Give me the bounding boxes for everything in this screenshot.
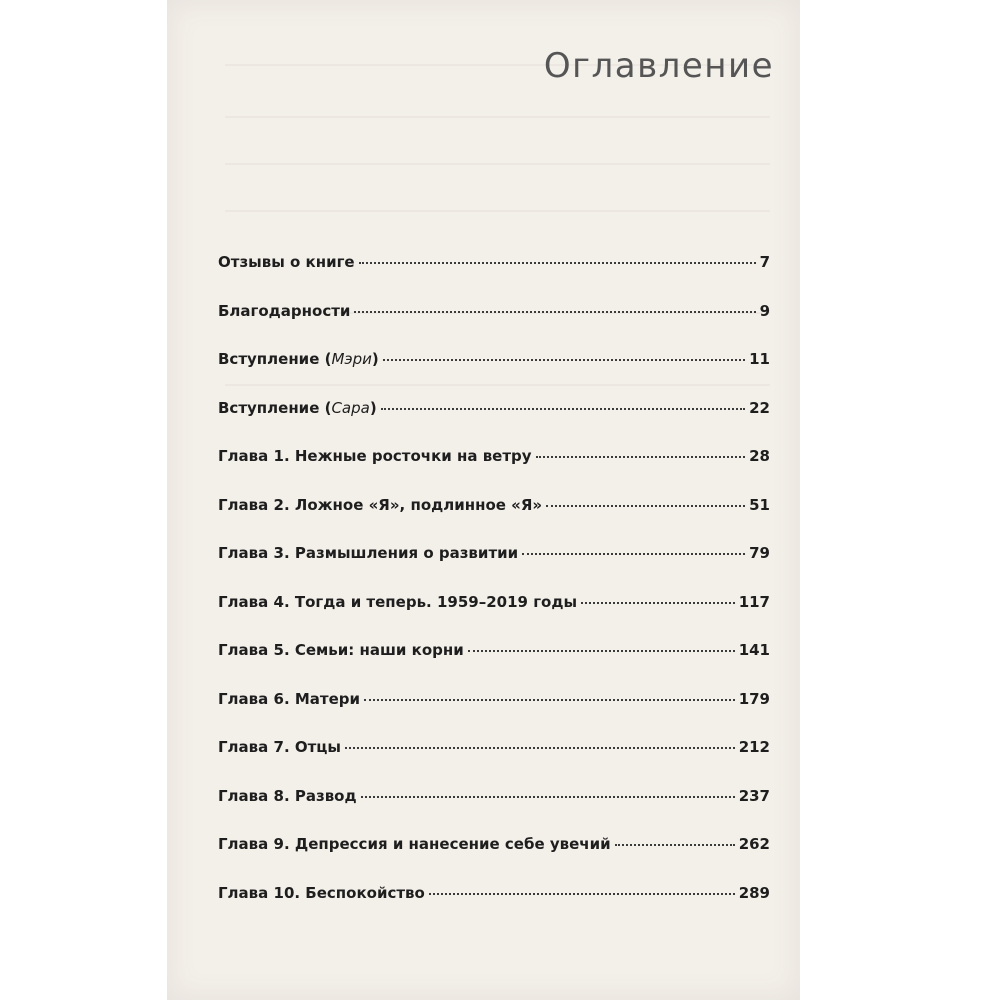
toc-entry[interactable] bbox=[218, 496, 770, 545]
toc-entry[interactable] bbox=[218, 399, 770, 448]
toc-entry[interactable] bbox=[218, 835, 770, 884]
dot-leader bbox=[381, 408, 745, 410]
toc-entry-page: 28 bbox=[749, 447, 770, 465]
dot-leader bbox=[581, 602, 735, 604]
toc-entry-title-prefix: Вступление ( bbox=[218, 398, 332, 417]
dot-leader bbox=[546, 505, 745, 507]
toc-entry[interactable] bbox=[218, 302, 770, 351]
toc-entry-page: 117 bbox=[738, 592, 770, 611]
toc-entry-title-italic: Сара bbox=[331, 398, 370, 417]
dot-leader bbox=[429, 893, 735, 895]
toc-entry-title: Глава 4. Тогда и теперь. 1959–2019 годы bbox=[218, 592, 578, 611]
dot-leader bbox=[359, 262, 756, 264]
toc-entry-page: 262 bbox=[738, 835, 770, 853]
toc-entry-page: 79 bbox=[749, 544, 770, 562]
toc-entry-title: Глава 7. Отцы bbox=[218, 738, 341, 756]
toc-entry-title: Глава 8. Развод bbox=[218, 786, 357, 805]
toc-entry-title: Глава 1. Нежные росточки на ветру bbox=[218, 447, 532, 465]
toc-entry-page: 7 bbox=[759, 253, 770, 271]
dot-leader bbox=[468, 650, 735, 652]
toc-entry-title-italic: Мэри bbox=[331, 350, 372, 368]
toc-entry-title-prefix: Вступление ( bbox=[218, 350, 332, 368]
dot-leader bbox=[361, 796, 735, 798]
dot-leader bbox=[522, 553, 745, 555]
book-page bbox=[167, 0, 800, 1000]
show-through bbox=[225, 116, 770, 118]
toc-entry[interactable] bbox=[218, 350, 770, 399]
toc-entry[interactable] bbox=[218, 690, 770, 739]
toc-entry[interactable] bbox=[218, 593, 770, 642]
toc-entry-title: Глава 5. Семьи: наши корни bbox=[218, 641, 464, 659]
toc-entry-page: 289 bbox=[738, 883, 770, 902]
toc-entry-title: Отзывы о книге bbox=[218, 253, 355, 271]
toc-entry-title: Глава 6. Матери bbox=[218, 689, 361, 708]
toc-entry[interactable] bbox=[218, 641, 770, 690]
toc-entry-page: 11 bbox=[749, 350, 770, 368]
toc-entry-title-suffix: ) bbox=[369, 398, 377, 417]
toc-list bbox=[218, 253, 770, 932]
dot-leader bbox=[364, 699, 735, 701]
toc-entry[interactable] bbox=[218, 738, 770, 787]
toc-entry[interactable] bbox=[218, 544, 770, 593]
toc-entry-title bbox=[218, 350, 379, 368]
toc-entry[interactable] bbox=[218, 884, 770, 933]
toc-entry-title: Глава 9. Депрессия и нанесение себе увечий bbox=[218, 835, 611, 853]
toc-entry[interactable] bbox=[218, 787, 770, 836]
toc-entry-page: 51 bbox=[749, 495, 770, 514]
toc-entry-title-suffix: ) bbox=[371, 350, 379, 368]
show-through bbox=[225, 163, 770, 165]
toc-entry-title bbox=[218, 399, 377, 417]
toc-entry-page: 237 bbox=[738, 786, 770, 805]
toc-entry-title: Глава 3. Размышления о развитии bbox=[218, 544, 519, 562]
dot-leader bbox=[354, 311, 755, 313]
toc-entry[interactable] bbox=[218, 253, 770, 302]
dot-leader bbox=[383, 359, 745, 361]
toc-entry-page: 9 bbox=[759, 301, 770, 320]
toc-entry-page: 212 bbox=[738, 738, 770, 756]
toc-entry[interactable] bbox=[218, 447, 770, 496]
dot-leader bbox=[615, 844, 735, 846]
toc-entry-title: Глава 10. Беспокойство bbox=[218, 883, 425, 902]
toc-entry-page: 179 bbox=[738, 689, 770, 708]
dot-leader bbox=[345, 747, 735, 749]
toc-entry-title: Глава 2. Ложное «Я», подлинное «Я» bbox=[218, 495, 543, 514]
toc-entry-page: 141 bbox=[738, 641, 770, 659]
toc-entry-page: 22 bbox=[749, 398, 770, 417]
show-through bbox=[225, 210, 770, 212]
toc-entry-title: Благодарности bbox=[218, 301, 351, 320]
dot-leader bbox=[536, 456, 746, 458]
toc-heading: Оглавление bbox=[543, 46, 774, 86]
